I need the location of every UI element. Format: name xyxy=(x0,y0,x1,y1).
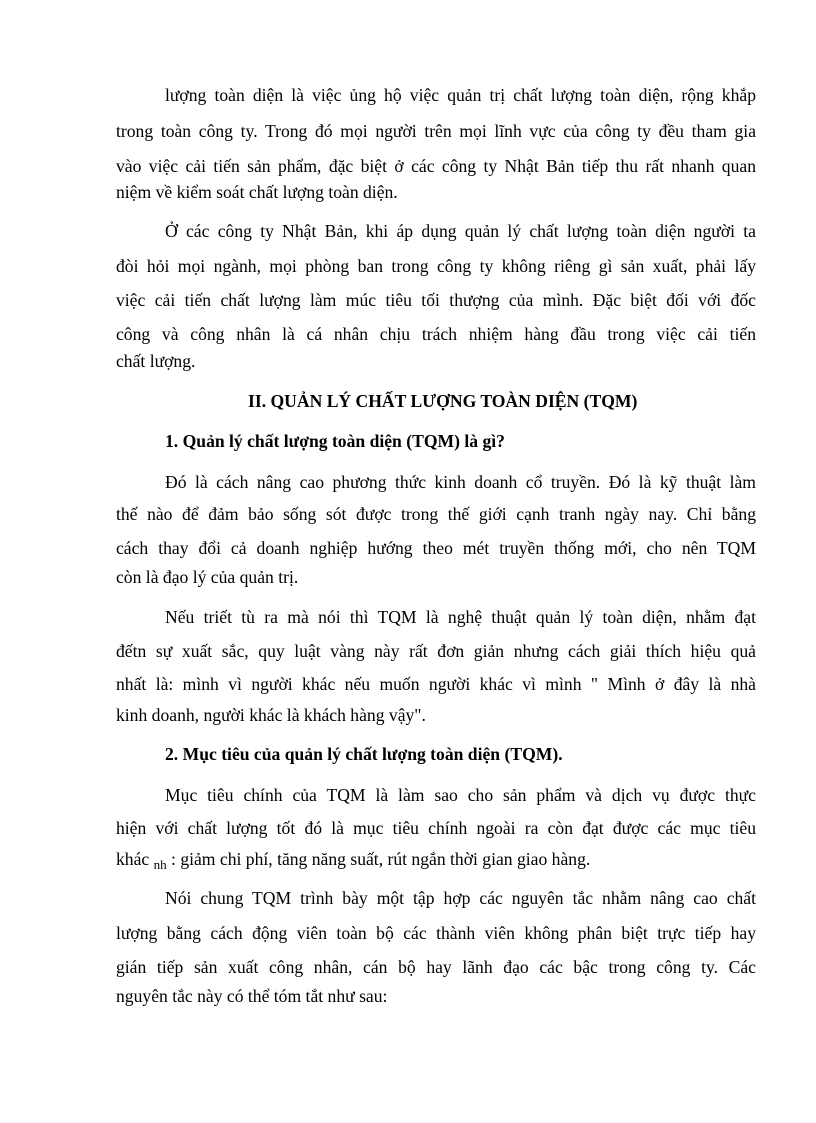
paragraph-6-line-3: gián tiếp sản xuất công nhân, cán bộ hay lãnh đạo các bậc trong công ty. Các xyxy=(116,957,756,977)
paragraph-3-line-3: cách thay đổi cả doanh nghiệp hướng theo mét truyền thống mới, cho nên TQM xyxy=(116,538,756,558)
paragraph-6-line-2: lượng bằng cách động viên toàn bộ các thành viên không phân biệt trực tiếp hay xyxy=(116,923,756,943)
paragraph-3-line-1: Đó là cách nâng cao phương thức kinh doanh cổ truyền. Đó là kỹ thuật làm xyxy=(165,472,756,492)
paragraph-1-line-3: vào việc cải tiến sản phẩm, đặc biệt ở các công ty Nhật Bản tiếp thu rất nhanh quan xyxy=(116,156,756,176)
subheading-2: 2. Mục tiêu của quản lý chất lượng toàn diện (TQM). xyxy=(165,744,563,764)
paragraph-5-line-3 xyxy=(116,849,591,872)
paragraph-2-line-1: Ở các công ty Nhật Bản, khi áp dụng quản lý chất lượng toàn diện người ta xyxy=(165,221,756,241)
paragraph-2-line-5: chất lượng. xyxy=(116,351,196,371)
paragraph-5-line-2: hiện với chất lượng tốt đó là mục tiêu chính ngoài ra còn đạt được các mục tiêu xyxy=(116,818,756,838)
paragraph-5-line-3-end: : giảm chi phí, tăng năng suất, rút ngắn thời gian giao hàng. xyxy=(171,849,591,869)
paragraph-4-line-1: Nếu triết tù ra mà nói thì TQM là nghệ thuật quản lý toàn diện, nhằm đạt xyxy=(165,607,756,627)
paragraph-2-line-2: đòi hỏi mọi ngành, mọi phòng ban trong công ty không riêng gì sản xuất, phải lấy xyxy=(116,256,756,276)
paragraph-6-line-1: Nói chung TQM trình bày một tập hợp các nguyên tắc nhằm nâng cao chất xyxy=(165,888,756,908)
section-heading: II. QUẢN LÝ CHẤT LƯỢNG TOÀN DIỆN (TQM) xyxy=(248,391,638,411)
paragraph-3-line-2: thế nào để đảm bảo sống sót được trong thế giới cạnh tranh ngày nay. Chỉ bằng xyxy=(116,504,756,524)
paragraph-2-line-4: công và công nhân là cá nhân chịu trách nhiệm hàng đầu trong việc cải tiến xyxy=(116,324,756,344)
paragraph-4-line-3: nhất là: mình vì người khác nếu muốn người khác vì mình " Mình ở đây là nhà xyxy=(116,674,756,694)
paragraph-3-line-4: còn là đạo lý của quản trị. xyxy=(116,567,299,587)
paragraph-5-line-1: Mục tiêu chính của TQM là làm sao cho sản phẩm và dịch vụ được thực xyxy=(165,785,756,805)
paragraph-2-line-3: việc cải tiến chất lượng làm múc tiêu tối thượng của mình. Đặc biệt đối với đốc xyxy=(116,290,756,310)
paragraph-1-line-1: lượng toàn diện là việc ủng hộ việc quản trị chất lượng toàn diện, rộng khắp xyxy=(165,85,756,105)
paragraph-6-line-4: nguyên tắc này có thể tóm tắt như sau: xyxy=(116,986,388,1006)
paragraph-1-line-4: niệm về kiểm soát chất lượng toàn diện. xyxy=(116,182,398,202)
paragraph-5-subscript: nh xyxy=(153,857,167,872)
paragraph-4-line-2: đếtn sự xuất sắc, quy luật vàng này rất đơn giản nhưng cách giải thích hiệu quả xyxy=(116,641,756,661)
subheading-1: 1. Quản lý chất lượng toàn diện (TQM) là gì? xyxy=(165,431,505,451)
paragraph-5-line-3-start: khác xyxy=(116,849,150,869)
paragraph-4-line-4: kinh doanh, người khác là khách hàng vậy". xyxy=(116,705,426,725)
paragraph-1-line-2: trong toàn công ty. Trong đó mọi người trên mọi lĩnh vực của công ty đều tham gia xyxy=(116,121,756,141)
